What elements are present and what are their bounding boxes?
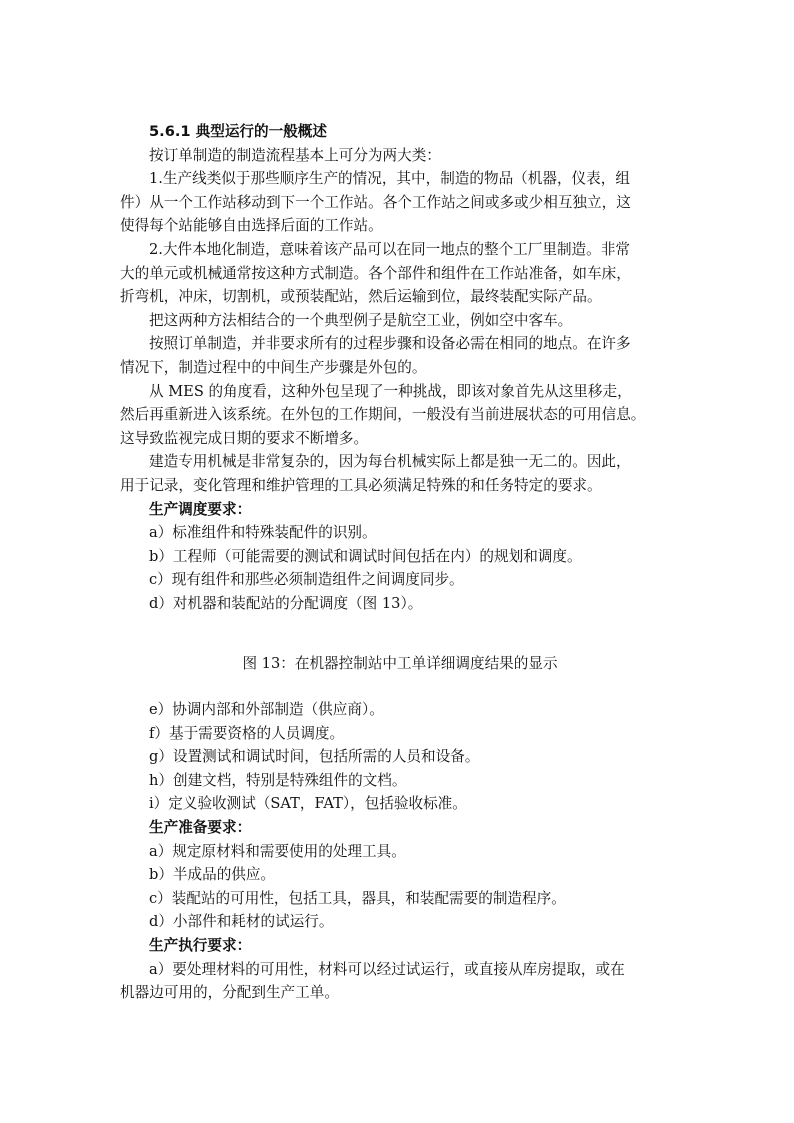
list-item: d）小部件和耗材的试运行。 (149, 913, 334, 931)
document-body (120, 120, 680, 1005)
paragraph-4-line: 情况下，制造过程中的中间生产步骤是外包的。 (120, 358, 427, 376)
list-item: a）要处理材料的可用性，材料可以经过试运行，或直接从库房提取，或在 (149, 960, 625, 978)
list-item: b）半成品的供应。 (149, 866, 276, 884)
list-item: d）对机器和装配站的分配调度（图 13）。 (149, 594, 423, 612)
scheduling-heading: 生产调度要求： (149, 500, 252, 518)
list-item: g）设置测试和调试时间，包括所需的人员和设备。 (149, 748, 480, 766)
paragraph-2-line: 大的单元或机械通常按这种方式制造。各个部件和组件在工作站准备，如车床， (120, 264, 631, 282)
paragraph-1-line: 件）从一个工作站移动到下一个工作站。各个工作站之间或多或少相互独立，这 (120, 193, 631, 211)
list-item: h）创建文档，特别是特殊组件的文档。 (149, 771, 407, 789)
paragraph-1-line: 使得每个站能够自由选择后面的工作站。 (120, 217, 383, 235)
section-title: 5.6.1 典型运行的一般概述 (149, 123, 327, 140)
paragraph-2-line: 2.大件本地化制造，意味着该产品可以在同一地点的整个工厂里制造。非常 (149, 240, 630, 258)
paragraph-6-line: 用于记录，变化管理和维护管理的工具必须满足特殊的和任务特定的要求。 (120, 476, 602, 494)
list-item: c）装配站的可用性，包括工具，器具，和装配需要的制造程序。 (149, 889, 566, 907)
figure-caption: 图 13：在机器控制站中工单详细调度结果的显示 (242, 655, 558, 673)
paragraph-2-line: 折弯机，冲床，切割机，或预装配站，然后运输到位，最终装配实际产品。 (120, 288, 602, 306)
preparation-heading: 生产准备要求： (149, 819, 252, 837)
list-item: e）协调内部和外部制造（供应商）。 (149, 701, 384, 719)
execution-heading: 生产执行要求： (149, 937, 252, 954)
intro-paragraph: 按订单制造的制造流程基本上可分为两大类： (149, 146, 441, 164)
paragraph-6-line: 建造专用机械是非常复杂的，因为每台机械实际上都是独一无二的。因此， (149, 453, 631, 471)
paragraph-4-line: 按照订单制造，并非要求所有的过程步骤和设备必需在相同的地点。在许多 (149, 335, 631, 353)
list-item: f）基于需要资格的人员调度。 (149, 724, 345, 742)
paragraph-3: 把这两种方法相结合的一个典型例子是航空工业，例如空中客车。 (149, 311, 573, 329)
list-item: b）工程师（可能需要的测试和调试时间包括在内）的规划和调度。 (149, 547, 582, 565)
list-item: a）规定原材料和需要使用的处理工具。 (149, 842, 406, 860)
list-item: c）现有组件和那些必须制造组件之间调度同步。 (149, 571, 464, 589)
list-item-continuation: 机器边可用的，分配到生产工单。 (120, 984, 339, 1002)
paragraph-1-line: 1.生产线类似于那些顺序生产的情况，其中，制造的物品（机器，仪表，组 (149, 170, 630, 188)
list-item: i）定义验收测试（SAT，FAT），包括验收标准。 (149, 795, 467, 813)
paragraph-5-line: 然后再重新进入该系统。在外包的工作期间，一般没有当前进展状态的可用信息。 (120, 406, 646, 424)
paragraph-5-line: 从 MES 的角度看，这种外包呈现了一种挑战，即该对象首先从这里移走， (149, 382, 632, 400)
paragraph-5-line: 这导致监视完成日期的要求不断增多。 (120, 429, 369, 447)
list-item: a）标准组件和特殊装配件的识别。 (149, 524, 377, 542)
